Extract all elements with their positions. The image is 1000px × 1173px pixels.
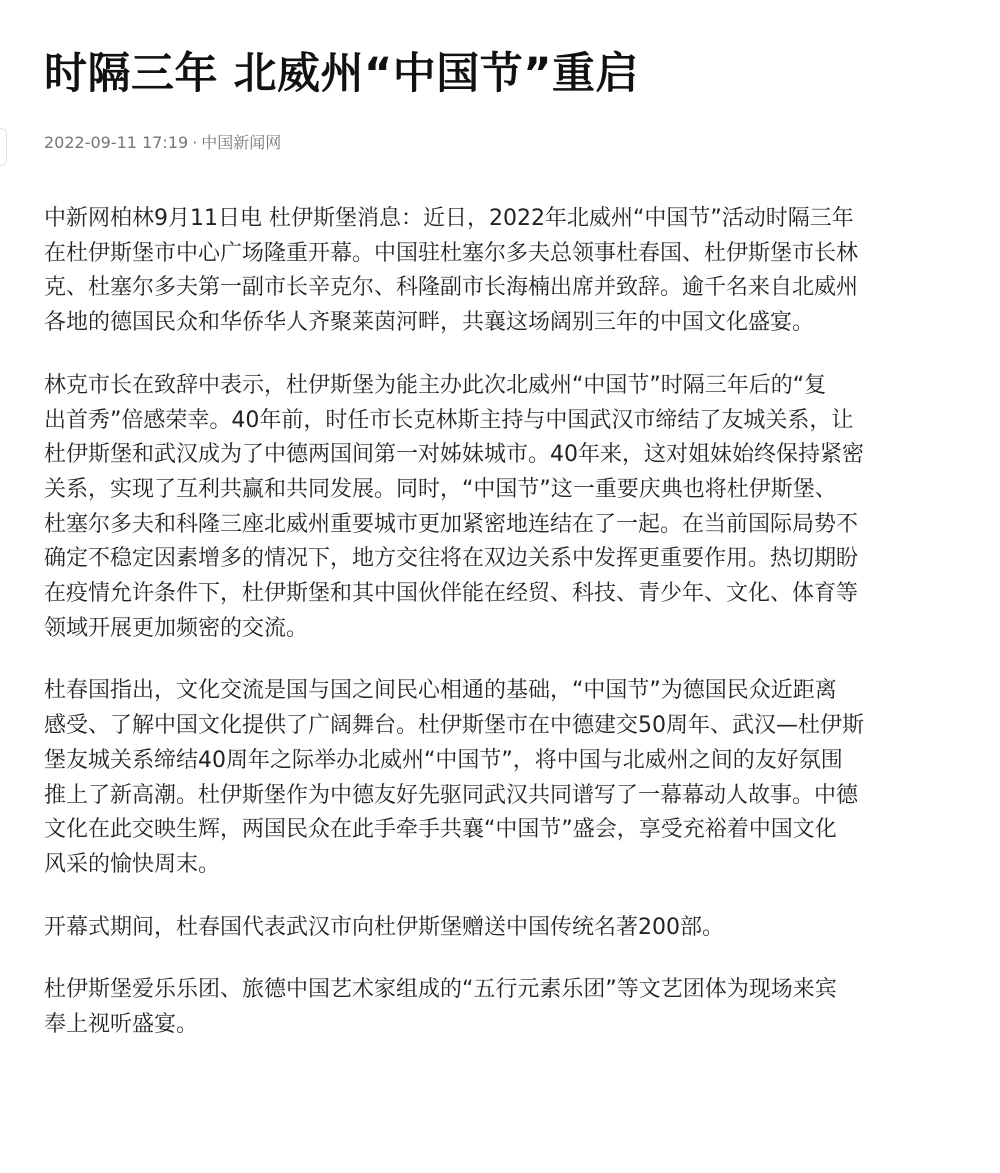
paragraph-line: 文化在此交映生辉，两国民众在此手牵手共襄“中国节”盛会，享受充裕着中国文化	[44, 817, 837, 843]
paragraph-line: 杜春国指出，文化交流是国与国之间民心相通的基础，“中国节”为德国民众近距离	[44, 678, 837, 704]
paragraph-line: 确定不稳定因素增多的情况下，地方交往将在双边关系中发挥更重要作用。热切期盼	[44, 546, 859, 572]
paragraph-line: 领域开展更加频密的交流。	[44, 615, 309, 641]
meta-separator: ·	[192, 133, 198, 152]
paragraph-line: 关系，实现了互利共赢和共同发展。同时，“中国节”这一重要庆典也将杜伊斯堡、	[44, 476, 837, 502]
paragraph-line: 在杜伊斯堡市中心广场隆重开幕。中国驻杜塞尔多夫总领事杜春国、杜伊斯堡市长林	[44, 240, 859, 266]
article-meta	[44, 130, 960, 156]
paragraph-line: 杜塞尔多夫和科隆三座北威州重要城市更加紧密地连结在了一起。在当前国际局势不	[44, 511, 859, 537]
paragraph-line: 感受、了解中国文化提供了广阔舞台。杜伊斯堡市在中德建交50周年、武汉—杜伊斯	[44, 713, 864, 739]
paragraph-line: 各地的德国民众和华侨华人齐聚莱茵河畔，共襄这场阔别三年的中国文化盛宴。	[44, 310, 815, 336]
article-title: 时隔三年 北威州“中国节”重启	[44, 49, 639, 99]
article-body	[44, 202, 960, 1043]
paragraph-line: 杜伊斯堡和武汉成为了中德两国间第一对姊妹城市。40年来，这对姐妹始终保持紧密	[44, 442, 864, 468]
paragraph-line: 中新网柏林9月11日电 杜伊斯堡消息：近日，2022年北威州“中国节”活动时隔三年	[44, 206, 854, 231]
paragraph-3	[44, 674, 960, 882]
paragraph-line: 奉上视听盛宴。	[44, 1012, 199, 1038]
paragraph-line: 出首秀”倍感荣幸。40年前，时任市长克林斯主持与中国武汉市缔结了友城关系，让	[44, 407, 854, 433]
side-edge-tab	[0, 128, 7, 166]
paragraph-line: 克、杜塞尔多夫第一副市长辛克尔、科隆副市长海楠出席并致辞。逾千名来自北威州	[44, 275, 859, 301]
paragraph-5	[44, 973, 960, 1042]
paragraph-line: 开幕式期间，杜春国代表武汉市向杜伊斯堡赠送中国传统名著200部。	[44, 914, 724, 940]
source-name[interactable]: 中国新闻网	[201, 133, 282, 152]
paragraph-line: 推上了新高潮。杜伊斯堡作为中德友好先驱同武汉共同谱写了一幕幕动人故事。中德	[44, 782, 859, 808]
paragraph-line: 林克市长在致辞中表示，杜伊斯堡为能主办此次北威州“中国节”时隔三年后的“复	[44, 372, 827, 398]
paragraph-4	[44, 911, 960, 946]
paragraph-2	[44, 369, 960, 647]
paragraph-line: 在疫情允许条件下，杜伊斯堡和其中国伙伴能在经贸、科技、青少年、文化、体育等	[44, 581, 859, 607]
paragraph-line: 堡友城关系缔结40周年之际举办北威州“中国节”，将中国与北威州之间的友好氛围	[44, 747, 843, 773]
paragraph-line: 风采的愉快周末。	[44, 851, 221, 877]
paragraph-1	[44, 202, 960, 341]
publish-date: 2022-09-11 17:19	[44, 133, 189, 152]
paragraph-line: 杜伊斯堡爱乐乐团、旅德中国艺术家组成的“五行元素乐团”等文艺团体为现场来宾	[44, 977, 837, 1003]
article	[44, 0, 960, 1071]
